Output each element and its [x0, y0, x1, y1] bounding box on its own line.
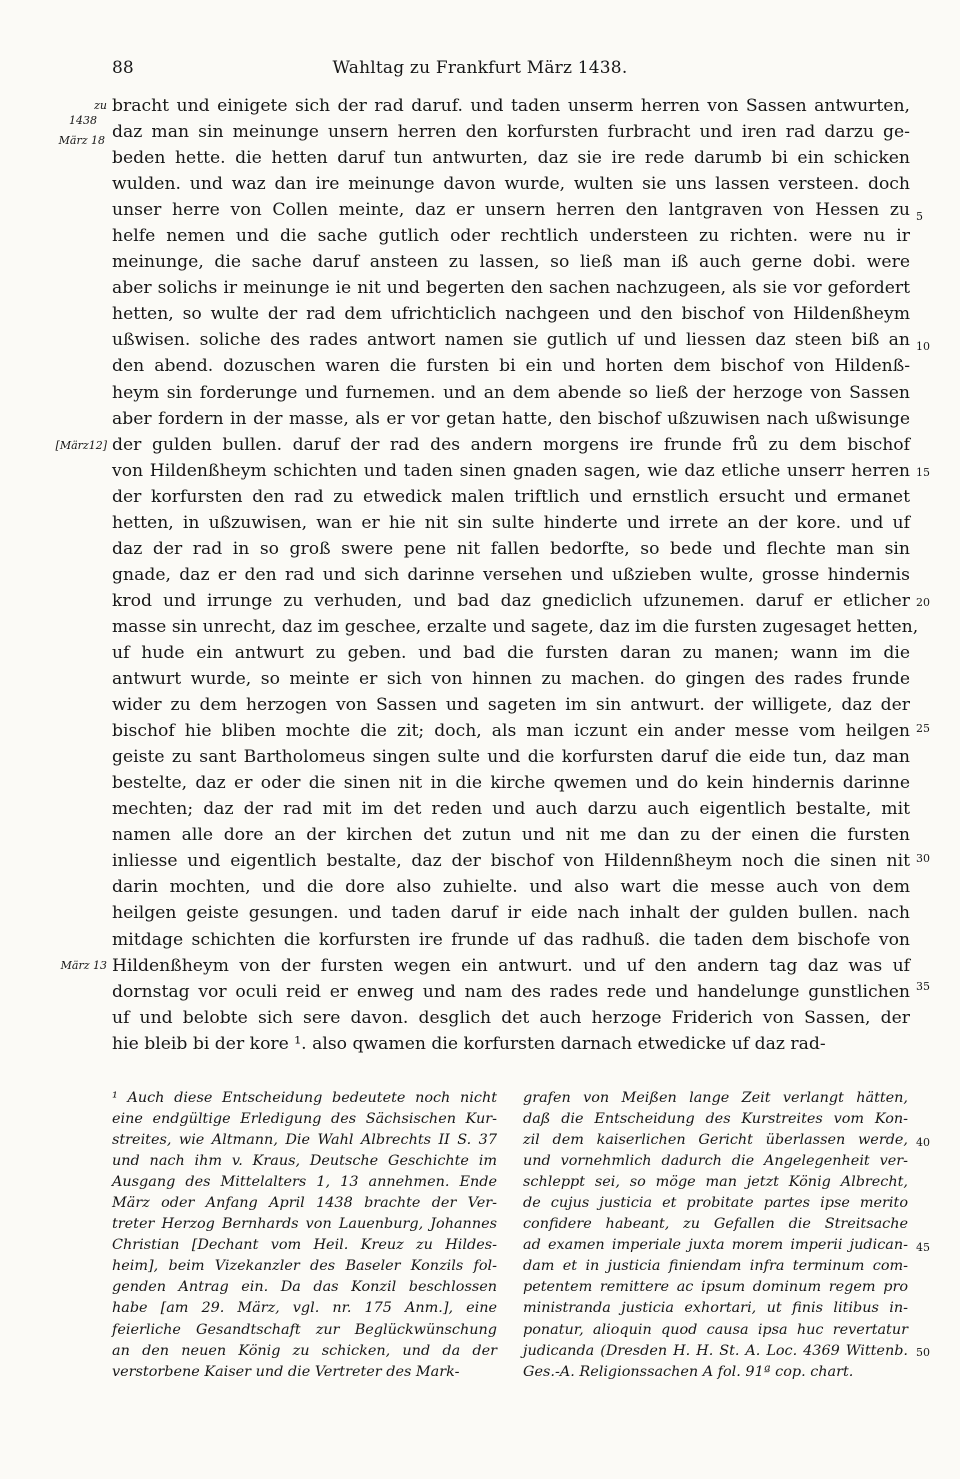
footnote-line: und nach ihm v. Kraus, Deutsche Geschichte im: [112, 1153, 497, 1170]
text-line: helfe nemen und die sache gutlich oder rechtlich understeen zu richten. were nu ir: [112, 226, 910, 247]
text-line: mitdage schichten die korfursten ire frunde uf das radhuß. die taden dem bischofe von: [112, 929, 910, 950]
text-line: bracht und einigete sich der rad daruf. und taden unserm herren von Sassen antwurten,: [112, 96, 910, 116]
text-line: bischof hie bliben mochte die zit; doch, als man iczunt ein ander messe vom heilgen: [112, 721, 910, 742]
text-line: masse sin unrecht, daz im geschee, erzalte und sagete, daz im die fursten zugesaget hetten,: [112, 616, 919, 637]
margin-note-maerz13: März 13: [60, 959, 107, 972]
text-line: uf und belobte sich sere davon. desglich det auch herzoge Friderich von Sassen, der: [112, 1007, 910, 1028]
line-number: 20: [916, 596, 930, 609]
line-number: 5: [916, 210, 923, 223]
text-line: geiste zu sant Bartholomeus singen sulte und die korfursten daruf die eide tun, daz man: [112, 747, 910, 768]
text-line: der gulden bullen. daruf der rad des andern morgens ire frunde frů zu dem bischof: [112, 434, 910, 455]
text-line: von Hildenßheym schichten und taden sinen gnaden sagen, wie daz etliche unserr herren: [112, 460, 910, 481]
footnote-line: habe [am 29. März, vgl. nr. 175 Anm.], eine: [112, 1300, 497, 1317]
text-line: hie bleib bi der kore ¹. also qwamen die korfursten darnach etwedicke uf daz rad-: [112, 1033, 826, 1054]
footnote-line: de cujus justicia et probitate partes ipse merito: [523, 1195, 908, 1212]
text-line: wider zu dem herzogen von Sassen und sageten im sin antwurt. der willigete, daz der: [112, 695, 910, 716]
footnote-line: feierliche Gesandtschaft zur Beglückwünschung: [112, 1321, 497, 1338]
page-header: [0, 58, 960, 86]
running-title: Wahltag zu Frankfurt März 1438.: [332, 58, 628, 78]
footnote-line: Christian [Dechant vom Heil. Kreuz zu Hildes-: [112, 1237, 497, 1254]
footnote-line: an den neuen König zu schicken, und da der: [112, 1342, 497, 1359]
footnote-line: zil dem kaiserlichen Gericht überlassen werde,: [523, 1132, 908, 1149]
text-line: meinunge, die sache daruf ansteen zu lassen, so ließ man iß auch gerne dobi. were: [112, 252, 910, 273]
text-line: dornstag vor oculi reid er enweg und nam des rades rede und handelunge gunstlichen: [112, 981, 910, 1002]
footnote-line: ministranda justicia exhortari, ut finis litibus in-: [523, 1300, 908, 1317]
footnote-line: confidere habeant, zu Gefallen die Streitsache: [523, 1216, 908, 1233]
footnote-right-column: [523, 1088, 908, 1383]
footnote-line: streites, wie Altmann, Die Wahl Albrechts II S. 37: [112, 1132, 497, 1149]
text-line: aber solichs ir meinunge ie nit und begerten den sachen nachzugeen, als sie vor gefordert: [112, 278, 910, 299]
text-line: wulden. und waz dan ire meinunge davon wurde, wulten sie uns lassen versteen. doch: [112, 174, 910, 195]
line-number: 25: [916, 722, 930, 735]
margin-note-year: 1438: [69, 114, 97, 127]
footnote-line: treter Herzog Bernhards von Lauenburg, Johannes: [112, 1216, 497, 1233]
page-number: 88: [112, 58, 134, 78]
text-line: ußwisen. soliche des rades antwort namen sie gutlich uf und liessen daz steen biß an: [112, 330, 910, 351]
footnote-line: petentem remittere ac ipsum dominum regem pro: [523, 1279, 908, 1296]
text-line: heilgen geiste gesungen. und taden daruf ir eide nach inhalt der gulden bullen. nach: [112, 903, 910, 924]
footnote-left-column: [112, 1088, 497, 1383]
text-line: uf hude ein antwurt zu geben. und bad die fursten daran zu manen; wann im die: [112, 642, 910, 663]
footnote-line: verstorbene Kaiser und die Vertreter des Mark-: [112, 1363, 460, 1380]
footnote-line: und vornehmlich dadurch die Angelegenheit ver-: [523, 1153, 908, 1170]
text-line: hetten, so wulte der rad dem ufrichticlich nachgeen und den bischof von Hildenßheym: [112, 304, 910, 325]
footnote-line: heim], beim Vizekanzler des Baseler Konzils fol-: [112, 1258, 497, 1275]
footnote-line: Ges.-A. Religionssachen A fol. 91ª cop. chart.: [523, 1363, 854, 1380]
text-line: inliesse und eigentlich bestalte, daz der bischof von Hildennßheym noch die sinen nit: [112, 851, 910, 872]
line-number: 50: [916, 1346, 930, 1359]
line-number: 10: [916, 340, 930, 353]
footnote-line: ponatur, alioquin quod causa ipsa huc revertatur: [523, 1321, 908, 1338]
footnote-line: grafen von Meißen lange Zeit verlangt hätten,: [523, 1090, 908, 1106]
text-line: daz man sin meinunge unsern herren den korfursten furbracht und iren rad darzu ge-: [112, 122, 910, 143]
line-number: 30: [916, 852, 930, 865]
footnote-line: dam et in justicia finiendam infra terminum com-: [523, 1258, 908, 1275]
margin-note-date: März 18: [58, 134, 105, 147]
main-text: [112, 93, 919, 1057]
line-number: 15: [916, 466, 930, 479]
footnote-line: März oder Anfang April 1438 brachte der Ver-: [112, 1195, 497, 1212]
footnote-line: ad examen imperiale juxta morem imperii judican-: [523, 1237, 908, 1254]
text-line: heym sin forderunge und furnemen. und an dem abende so ließ der herzoge von Sassen: [112, 382, 910, 403]
text-line: der korfursten den rad zu etwedick malen triftlich und ernstlich ersucht und ermanet: [112, 486, 910, 507]
text-line: gnade, daz er den rad und sich darinne versehen und ußzieben wulte, grosse hindernis: [112, 564, 910, 585]
text-line: beden hette. die hetten daruf tun antwurten, daz sie ire rede darumb bi ein schicken: [112, 148, 910, 169]
text-line: Hildenßheym von der fursten wegen ein antwurt. und uf den andern tag daz was uf: [112, 955, 910, 976]
text-line: darin mochten, und die dore also zuhielte. und also wart die messe auch von dem: [112, 877, 910, 898]
footnote-line: ¹ Auch diese Entscheidung bedeutete noch nicht: [112, 1090, 497, 1106]
footnote-line: Ausgang des Mittelalters 1, 13 annehmen. Ende: [112, 1174, 497, 1191]
text-line: daz der rad in so groß swere pene nit fallen bedorfte, so bede und flechte man sin: [112, 538, 910, 559]
line-number: 35: [916, 980, 930, 993]
margin-note-zu: zu: [94, 99, 107, 112]
footnote-line: judicanda (Dresden H. H. St. A. Loc. 4369 Wittenb.: [523, 1342, 908, 1359]
footnote-line: genden Antrag ein. Da das Konzil beschlossen: [112, 1279, 497, 1296]
text-line: aber fordern in der masse, als er vor getan hatte, den bischof ußzuwisen nach ußwisunge: [112, 408, 910, 429]
text-line: den abend. dozuschen waren die fursten bi ein und horten dem bischof von Hildenß-: [112, 356, 910, 377]
margin-note-maerz12: [März12]: [55, 439, 107, 452]
line-number: 45: [916, 1241, 930, 1254]
footnote-line: eine endgültige Erledigung des Sächsischen Kur-: [112, 1111, 497, 1128]
footnote-line: schleppt sei, so möge man jetzt König Albrecht,: [523, 1174, 908, 1191]
text-line: bestelte, daz er oder die sinen nit in die kirche qwemen und do kein hindernis darinne: [112, 773, 910, 794]
text-line: krod und irrunge zu verhuden, und bad daz gnediclich ufzunemen. daruf er etlicher: [112, 590, 910, 611]
text-line: mechten; daz der rad mit im det reden und auch darzu auch eigentlich bestalte, mit: [112, 799, 910, 820]
text-line: hetten, in ußzuwisen, wan er hie nit sin sulte hinderte und irrete an der kore. und uf: [112, 512, 910, 533]
footnote-line: daß die Entscheidung des Kurstreites vom Kon-: [523, 1111, 908, 1128]
text-line: namen alle dore an der kirchen det zutun und nit me dan zu der einen die fursten: [112, 825, 910, 846]
text-line: unser herre von Collen meinte, daz er unsern herren den lantgraven von Hessen zu: [112, 200, 910, 221]
text-line: antwurt wurde, so meinte er sich von hinnen zu machen. do gingen des rades frunde: [112, 669, 910, 690]
line-number: 40: [916, 1136, 930, 1149]
